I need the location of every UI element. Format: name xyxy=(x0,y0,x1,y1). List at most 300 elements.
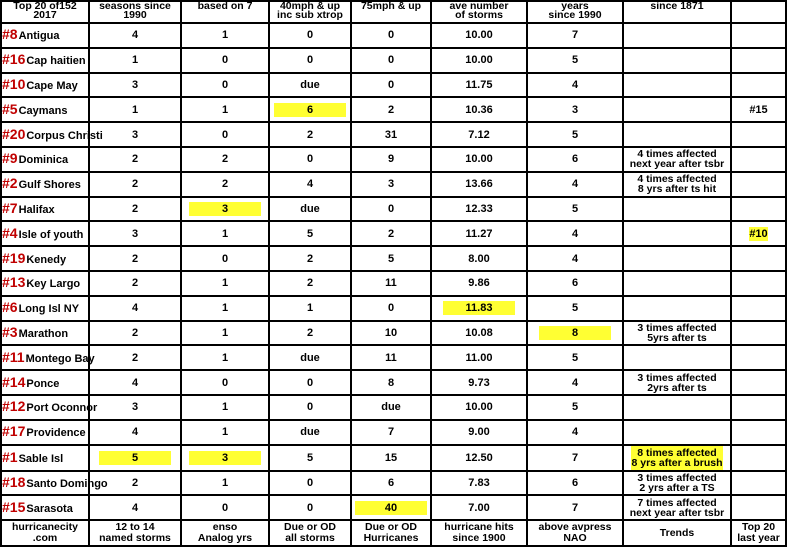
header-cell: 40mph & up inc sub xtrop xyxy=(269,1,351,23)
data-cell xyxy=(269,445,351,471)
rank-label: #12 xyxy=(2,398,26,415)
data-cell xyxy=(731,271,786,296)
cell-value: 2 xyxy=(131,351,139,364)
cell-value: 6 xyxy=(571,277,579,290)
cell-value: 11.75 xyxy=(465,78,493,91)
cell-value: 1 xyxy=(221,326,229,339)
rank-label: #1 xyxy=(2,448,18,465)
cell-value: 1 xyxy=(221,426,229,439)
data-cell xyxy=(89,197,181,222)
data-cell xyxy=(269,420,351,445)
rank-label: #13 xyxy=(2,274,26,291)
rank-label: #3 xyxy=(2,323,18,340)
data-cell xyxy=(269,370,351,395)
data-cell xyxy=(181,197,269,222)
data-cell xyxy=(351,246,431,271)
data-cell xyxy=(527,122,623,147)
data-cell xyxy=(431,395,527,420)
cell-value: 4 xyxy=(571,78,579,91)
table-row xyxy=(1,197,786,222)
data-cell xyxy=(181,23,269,48)
cell-value: 1 xyxy=(221,302,229,315)
cell-value: 2 xyxy=(387,103,395,116)
table-row xyxy=(1,221,786,246)
data-cell xyxy=(527,23,623,48)
data-cell xyxy=(731,296,786,321)
cell-value: 0 xyxy=(306,476,314,489)
footer-row xyxy=(1,520,786,546)
cell-value: 2 xyxy=(131,476,139,489)
data-cell xyxy=(181,122,269,147)
data-cell xyxy=(181,321,269,346)
cell-value: 1 xyxy=(221,277,229,290)
footer-cell: Due or OD all storms xyxy=(269,520,351,546)
cell-value: 5 xyxy=(571,351,579,364)
location-cell xyxy=(1,370,89,395)
data-cell xyxy=(351,197,431,222)
location-name: Key Largo xyxy=(26,278,81,291)
cell-value: 4 xyxy=(571,376,579,389)
location-cell xyxy=(1,147,89,172)
location-name: Cap haitien xyxy=(26,55,86,68)
cell-value: 0 xyxy=(221,78,229,91)
data-cell xyxy=(351,420,431,445)
data-cell xyxy=(527,395,623,420)
table-row xyxy=(1,321,786,346)
data-cell xyxy=(527,48,623,73)
data-cell xyxy=(89,395,181,420)
data-cell xyxy=(269,321,351,346)
cell-value: 5 xyxy=(571,54,579,67)
cell-value: 5 xyxy=(387,252,395,265)
data-cell xyxy=(89,495,181,520)
table-row xyxy=(1,172,786,197)
location-name: Isle of youth xyxy=(18,228,84,241)
data-cell xyxy=(431,122,527,147)
data-cell xyxy=(431,321,527,346)
cell-value: 10.00 xyxy=(465,29,493,42)
data-cell xyxy=(731,147,786,172)
cell-value: 3 xyxy=(131,78,139,91)
cell-value: 0 xyxy=(306,29,314,42)
data-cell xyxy=(89,271,181,296)
data-cell xyxy=(269,48,351,73)
data-cell xyxy=(527,147,623,172)
data-cell xyxy=(269,246,351,271)
rank-label: #6 xyxy=(2,299,18,316)
cell-value: 0 xyxy=(221,501,229,514)
rank-label: #9 xyxy=(2,150,18,167)
cell-value: 4 xyxy=(131,29,139,42)
cell-value: 10.00 xyxy=(465,401,493,414)
data-cell xyxy=(269,172,351,197)
data-cell xyxy=(731,221,786,246)
cell-value: 7.83 xyxy=(468,476,490,489)
rank-label: #2 xyxy=(2,175,18,192)
data-cell xyxy=(527,296,623,321)
cell-value: 7.00 xyxy=(468,501,490,514)
data-cell xyxy=(731,246,786,271)
data-cell xyxy=(181,296,269,321)
cell-value: 0 xyxy=(387,302,395,315)
data-cell xyxy=(89,48,181,73)
rank-label: #4 xyxy=(2,224,18,241)
data-cell xyxy=(89,122,181,147)
footer-cell: Due or OD Hurricanes xyxy=(351,520,431,546)
location-cell xyxy=(1,172,89,197)
location-name: Halifax xyxy=(18,203,55,216)
footer-cell: Trends xyxy=(623,520,731,546)
rank-label: #20 xyxy=(2,125,26,142)
data-cell xyxy=(181,445,269,471)
data-cell xyxy=(89,445,181,471)
data-cell xyxy=(623,345,731,370)
data-cell xyxy=(731,495,786,520)
data-cell xyxy=(731,48,786,73)
data-cell xyxy=(89,147,181,172)
cell-value: 7 xyxy=(387,426,395,439)
cell-value: 1 xyxy=(131,103,139,116)
table-row xyxy=(1,23,786,48)
data-cell xyxy=(623,420,731,445)
data-cell xyxy=(269,122,351,147)
header-cell xyxy=(731,1,786,23)
cell-value: 10.36 xyxy=(465,103,493,116)
cell-value: 7.12 xyxy=(468,128,490,141)
location-cell xyxy=(1,471,108,496)
header-cell: since 1871 xyxy=(623,1,731,23)
cell-value: 4 xyxy=(571,178,579,191)
data-cell xyxy=(527,221,623,246)
data-cell xyxy=(351,471,431,496)
data-cell xyxy=(431,471,527,496)
cell-value: 6 xyxy=(571,153,579,166)
data-cell xyxy=(89,172,181,197)
data-cell xyxy=(351,122,431,147)
cell-value: 3 xyxy=(131,227,139,240)
cell-value: 6 xyxy=(274,103,346,117)
table-row xyxy=(1,471,786,496)
cell-value: 7 xyxy=(571,501,579,514)
data-cell xyxy=(89,420,181,445)
data-cell xyxy=(623,321,731,346)
header-cell: seasons since 1990 xyxy=(89,1,181,23)
cell-value: 9.00 xyxy=(468,426,490,439)
data-cell xyxy=(89,97,181,122)
data-cell xyxy=(269,73,351,98)
location-name: Santo Domingo xyxy=(26,477,108,490)
data-cell xyxy=(623,172,731,197)
data-cell xyxy=(351,395,431,420)
data-cell xyxy=(431,296,527,321)
cell-value: 7 xyxy=(571,29,579,42)
data-cell xyxy=(623,23,731,48)
data-cell xyxy=(431,445,527,471)
cell-value: 1 xyxy=(221,351,229,364)
cell-value: 1 xyxy=(306,302,314,315)
data-cell xyxy=(731,420,786,445)
location-cell xyxy=(1,271,89,296)
location-name: Montego Bay xyxy=(25,352,95,365)
cell-value: 3 xyxy=(131,128,139,141)
footer-cell: hurricane hits since 1900 xyxy=(431,520,527,546)
trend-note: 7 times affected next year after tsbr xyxy=(629,496,725,519)
data-cell xyxy=(623,471,731,496)
cell-value: 4 xyxy=(131,376,139,389)
data-cell xyxy=(527,420,623,445)
footer-cell: above avpress NAO xyxy=(527,520,623,546)
location-cell xyxy=(1,495,89,520)
cell-value: 2 xyxy=(306,128,314,141)
location-cell xyxy=(1,246,89,271)
rank-label: #19 xyxy=(2,249,26,266)
rank-label: #11 xyxy=(2,348,25,365)
cell-value: 12.33 xyxy=(465,202,493,215)
data-cell xyxy=(181,97,269,122)
cell-value: 0 xyxy=(306,153,314,166)
table-row xyxy=(1,395,786,420)
data-cell xyxy=(527,445,623,471)
data-cell xyxy=(527,97,623,122)
data-cell xyxy=(623,122,731,147)
data-cell xyxy=(181,221,269,246)
cell-value: 10.00 xyxy=(465,54,493,67)
location-name: Corpus Christi xyxy=(26,129,103,142)
data-cell xyxy=(623,221,731,246)
data-cell xyxy=(181,246,269,271)
trend-note: 3 times affected 2yrs after ts xyxy=(637,371,717,394)
cell-value: 2 xyxy=(387,227,395,240)
data-cell xyxy=(351,296,431,321)
cell-value: 10 xyxy=(384,326,398,339)
data-cell xyxy=(527,197,623,222)
location-cell xyxy=(1,97,89,122)
cell-value: 9 xyxy=(387,153,395,166)
rank-label: #15 xyxy=(2,498,26,515)
table-row xyxy=(1,495,786,520)
cell-value: #15 xyxy=(749,103,768,116)
data-cell xyxy=(351,370,431,395)
cell-value: 1 xyxy=(221,227,229,240)
data-cell xyxy=(351,221,431,246)
data-cell xyxy=(431,73,527,98)
cell-value: 11.83 xyxy=(443,301,515,315)
location-name: Sarasota xyxy=(26,502,73,515)
cell-value: 0 xyxy=(387,202,395,215)
cell-value: 0 xyxy=(221,128,229,141)
cell-value: 4 xyxy=(131,426,139,439)
data-cell xyxy=(527,471,623,496)
cell-value: 0 xyxy=(221,54,229,67)
data-cell xyxy=(269,23,351,48)
cell-value: due xyxy=(300,78,320,91)
trend-note: 3 times affected 5yrs after ts xyxy=(637,321,717,344)
data-cell xyxy=(181,271,269,296)
data-cell xyxy=(431,420,527,445)
cell-value: 40 xyxy=(355,501,427,515)
data-cell xyxy=(181,471,269,496)
data-cell xyxy=(623,395,731,420)
data-cell xyxy=(431,197,527,222)
data-cell xyxy=(731,321,786,346)
rank-label: #8 xyxy=(2,26,18,43)
data-cell xyxy=(351,172,431,197)
data-cell xyxy=(431,147,527,172)
footer-cell: 12 to 14 named storms xyxy=(89,520,181,546)
cell-value: 4 xyxy=(131,501,139,514)
cell-value: 9.73 xyxy=(468,376,490,389)
header-cell: years since 1990 xyxy=(527,1,623,23)
cell-value: due xyxy=(300,202,320,215)
data-cell xyxy=(351,495,431,520)
data-cell xyxy=(527,370,623,395)
data-cell xyxy=(731,471,786,496)
data-cell xyxy=(431,97,527,122)
trend-note: 4 times affected 8 yrs after ts hit xyxy=(637,173,717,196)
data-cell xyxy=(351,445,431,471)
data-cell xyxy=(269,221,351,246)
header-row xyxy=(1,1,786,23)
cell-value: 7 xyxy=(571,451,579,464)
location-name: Providence xyxy=(26,427,86,440)
location-cell xyxy=(1,221,89,246)
cell-value: 3 xyxy=(189,451,261,465)
cell-value: 4 xyxy=(571,227,579,240)
data-cell xyxy=(623,495,731,520)
data-cell xyxy=(731,370,786,395)
location-cell xyxy=(1,345,95,370)
cell-value: 8.00 xyxy=(468,252,490,265)
location-name: Kenedy xyxy=(26,253,67,266)
rank-label: #14 xyxy=(2,373,26,390)
data-cell xyxy=(181,48,269,73)
cell-value: 2 xyxy=(131,153,139,166)
data-cell xyxy=(431,221,527,246)
data-cell xyxy=(431,271,527,296)
data-cell xyxy=(181,345,269,370)
cell-value: 0 xyxy=(387,78,395,91)
data-cell xyxy=(431,48,527,73)
location-cell xyxy=(1,73,89,98)
cell-value: 2 xyxy=(221,153,229,166)
header-cell: Top 20 of152 2017 xyxy=(1,1,89,23)
cell-value: 3 xyxy=(571,103,579,116)
data-cell xyxy=(731,97,786,122)
cell-value: 31 xyxy=(384,128,398,141)
cell-value: 5 xyxy=(571,128,579,141)
cell-value: 0 xyxy=(306,376,314,389)
table-row xyxy=(1,48,786,73)
location-cell xyxy=(1,321,89,346)
cell-value: 4 xyxy=(131,302,139,315)
data-cell xyxy=(269,97,351,122)
cell-value: 0 xyxy=(221,376,229,389)
location-name: Antigua xyxy=(18,30,60,43)
cell-value: due xyxy=(381,401,401,414)
data-cell xyxy=(731,345,786,370)
cell-value: due xyxy=(300,351,320,364)
location-name: Long Isl NY xyxy=(18,303,80,316)
cell-value: 10.08 xyxy=(465,326,493,339)
cell-value: 1 xyxy=(221,476,229,489)
data-cell xyxy=(731,122,786,147)
cell-value: 5 xyxy=(571,202,579,215)
location-name: Marathon xyxy=(18,327,69,340)
cell-value: 8 xyxy=(539,326,611,340)
cell-value: 4 xyxy=(571,252,579,265)
location-cell xyxy=(1,395,98,420)
data-cell xyxy=(181,395,269,420)
cell-value: 6 xyxy=(387,476,395,489)
data-cell xyxy=(527,172,623,197)
data-cell xyxy=(351,97,431,122)
data-cell xyxy=(527,321,623,346)
table-row xyxy=(1,345,786,370)
cell-value: 5 xyxy=(571,401,579,414)
data-cell xyxy=(351,321,431,346)
location-cell xyxy=(1,197,89,222)
data-cell xyxy=(89,345,181,370)
location-name: Ponce xyxy=(26,377,60,390)
data-cell xyxy=(181,495,269,520)
cell-value: 11 xyxy=(385,351,397,364)
cell-value: 5 xyxy=(99,451,171,465)
cell-value: 0 xyxy=(306,401,314,414)
data-cell xyxy=(527,345,623,370)
data-cell xyxy=(269,395,351,420)
cell-value: 10.00 xyxy=(465,153,493,166)
rank-label: #18 xyxy=(2,473,26,490)
cell-value: 4 xyxy=(306,178,314,191)
trend-note: 4 times affected next year after tsbr xyxy=(629,148,725,171)
table-row xyxy=(1,147,786,172)
cell-value: 2 xyxy=(221,178,229,191)
cell-value: 11 xyxy=(385,277,397,290)
location-cell xyxy=(1,122,103,147)
data-cell xyxy=(527,246,623,271)
data-cell xyxy=(181,370,269,395)
data-cell xyxy=(431,246,527,271)
location-name: Gulf Shores xyxy=(18,179,81,192)
data-cell xyxy=(89,221,181,246)
cell-value: 0 xyxy=(387,29,395,42)
data-cell xyxy=(89,370,181,395)
footer-cell: hurricanecity .com xyxy=(1,520,89,546)
cell-value: 2 xyxy=(131,178,139,191)
location-cell xyxy=(1,420,89,445)
cell-value: 5 xyxy=(306,451,314,464)
data-cell xyxy=(431,172,527,197)
data-cell xyxy=(431,370,527,395)
table-row xyxy=(1,445,786,471)
cell-value: 0 xyxy=(306,501,314,514)
header-cell: ave number of storms xyxy=(431,1,527,23)
cell-value: 5 xyxy=(571,302,579,315)
location-cell xyxy=(1,23,89,48)
table-row xyxy=(1,370,786,395)
data-cell xyxy=(181,147,269,172)
cell-value: 12.50 xyxy=(465,451,493,464)
trend-note: 8 times affected 8 yrs after a brush xyxy=(631,446,723,469)
data-cell xyxy=(181,172,269,197)
cell-value: 1 xyxy=(221,401,229,414)
cell-value: 8 xyxy=(387,376,395,389)
table-row xyxy=(1,73,786,98)
cell-value: due xyxy=(300,426,320,439)
cell-value: 11.00 xyxy=(465,351,493,364)
data-cell xyxy=(89,296,181,321)
data-cell xyxy=(89,73,181,98)
